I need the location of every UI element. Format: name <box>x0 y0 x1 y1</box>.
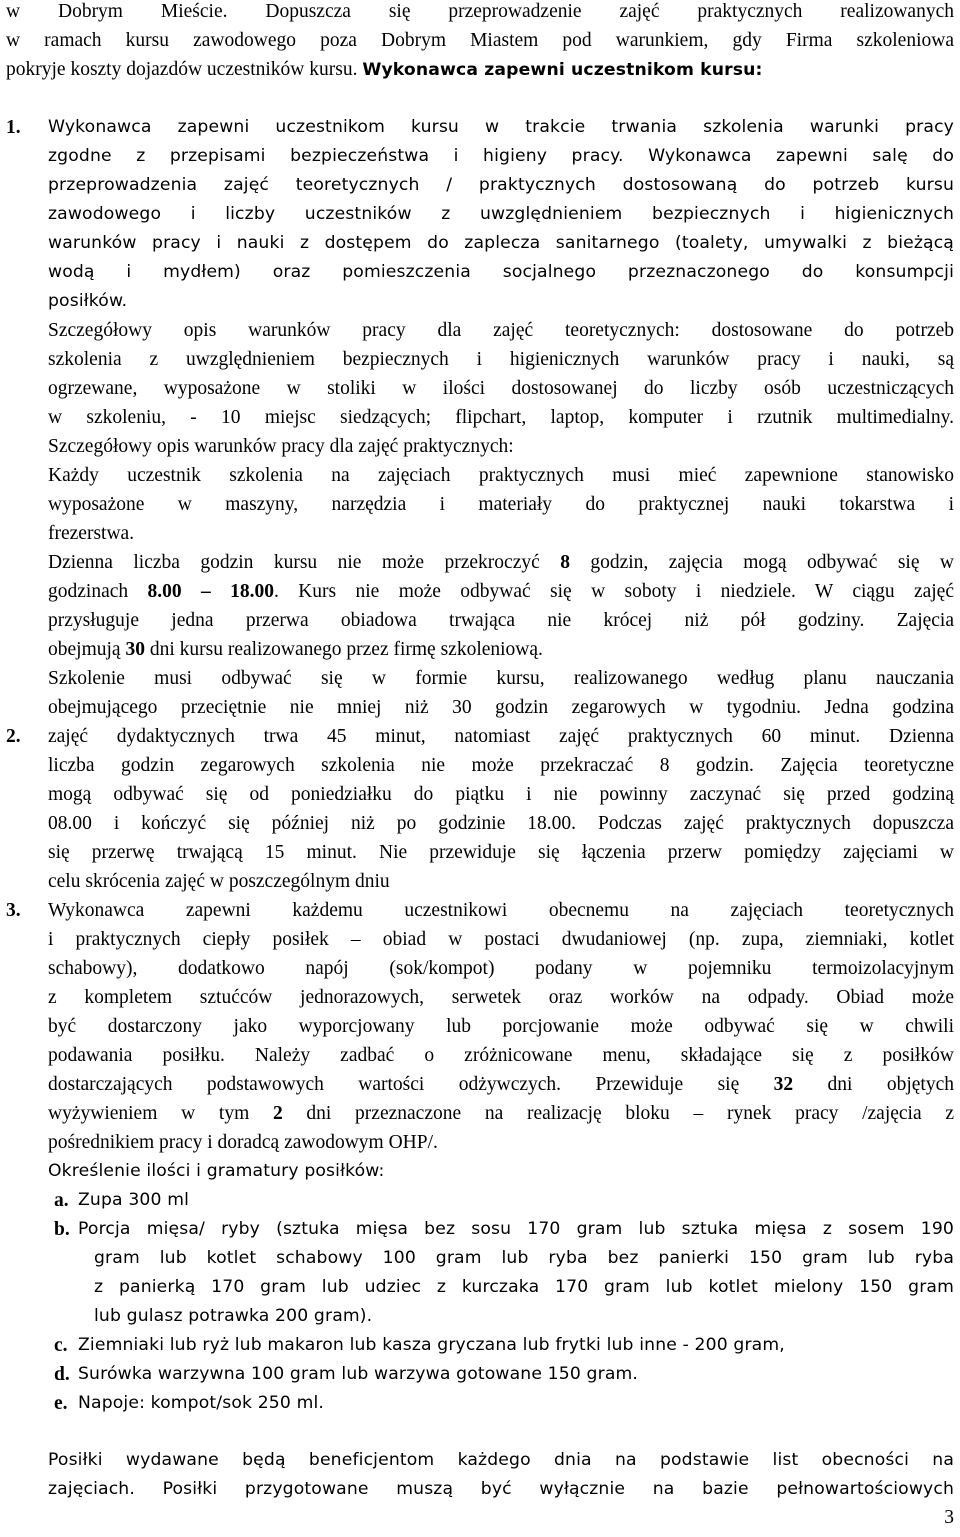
closing-paragraph <box>48 1446 954 1504</box>
section-1-line: przeprowadzenia zajęć teoretycznych / praktycznych dostosowaną do potrzeb kursu <box>48 175 954 195</box>
hours-line-1 <box>48 548 954 577</box>
plan-paragraph <box>48 664 954 896</box>
hours-line-3: przysługuje jedna przerwa obiadowa trwająca nie krócej niż pół godziny. Zajęcia <box>48 610 954 631</box>
plan-line: obejmującego przeciętnie nie mniej niż 30 godzin zegarowych w tygodniu. Jedna godzina <box>48 697 954 718</box>
list-item-d <box>78 1360 954 1389</box>
section-3-line <box>48 1099 954 1128</box>
hours-text: . Kurs nie może odbywać się w soboty i niedziele. W ciągu zajęć <box>273 581 954 602</box>
plan-line: mogą odbywać się od poniedziałku do piątku i nie powinny zaczynać się przed godziną <box>48 784 954 805</box>
list-item-e <box>78 1389 954 1418</box>
meal-days-total: 32 <box>773 1074 794 1095</box>
hours-max-value: 8 <box>560 552 570 573</box>
section-3-line: podawania posiłku. Należy zadbać o zróżnicowane menu, składające się z posiłków <box>48 1045 954 1066</box>
section-1-line: Wykonawca zapewni uczestnikom kursu w trakcie trwania szkolenia warunki pracy <box>48 117 954 137</box>
section-2-number: 2. <box>6 726 21 747</box>
section-3-text: wyżywieniem w tym <box>48 1103 273 1124</box>
portions-heading: Określenie ilości i gramatury posiłków: <box>48 1161 385 1181</box>
hours-paragraph <box>48 548 954 664</box>
section-1-number: 1. <box>6 117 21 138</box>
plan-line: celu skrócenia zajęć w poszczególnym dniu <box>48 871 390 892</box>
section-3-text: dni objętych <box>793 1074 954 1095</box>
section-3-body <box>48 896 954 1186</box>
hours-text: dni kursu realizowanego przez firmę szkoleniową. <box>144 639 543 660</box>
section-3-line: schabowy), dodatkowo napój (sok/kompot) podany w pojemniku termoizolacyjnym <box>48 958 954 979</box>
theory-conditions <box>48 316 954 548</box>
list-item-text: Surówka warzywna 100 gram lub warzywa gotowane 150 gram. <box>78 1364 639 1384</box>
list-item-text: lub gulasz potrawka 200 gram). <box>94 1306 373 1326</box>
hours-dash: – <box>181 581 231 602</box>
meal-days-block: 2 <box>272 1103 283 1124</box>
hours-text: Dzienna liczba godzin kursu nie może przekroczyć <box>48 552 561 573</box>
intro-line-2: w ramach kursu zawodowego poza Dobrym Miastem pod warunkiem, gdy Firma szkoleniowa <box>6 30 954 51</box>
plan-line: Szkolenie musi odbywać się w formie kursu, realizowanego według planu nauczania <box>48 668 954 689</box>
intro-line-1: w Dobrym Mieście. Dopuszcza się przeprowadzenie zajęć praktycznych realizowanych <box>6 1 954 22</box>
theory-line: w szkoleniu, - 10 miejsc siedzących; flipchart, laptop, komputer i rzutnik multimedialny. <box>48 407 954 428</box>
practice-heading: Szczegółowy opis warunków pracy dla zajęć praktycznych: <box>48 436 514 457</box>
section-3-line: i praktycznych ciepły posiłek – obiad w postaci dwudaniowej (np. zupa, ziemniaki, kotlet <box>48 929 954 950</box>
list-item-text: Ziemniaki lub ryż lub makaron lub kasza gryczana lub frytki lub inne - 200 gram, <box>78 1335 785 1355</box>
intro-bold-heading: Wykonawca zapewni uczestnikom kursu: <box>362 60 763 80</box>
plan-line: zajęć dydaktycznych trwa 45 minut, natomiast zajęć praktycznych 60 minut. Dzienna <box>48 726 954 747</box>
page-number: 3 <box>944 1507 954 1528</box>
section-3-line: być dostarczony jako wyporcjowany lub porcjowanie może odbywać się w chwili <box>48 1016 954 1037</box>
list-item-b <box>78 1215 954 1244</box>
intro-paragraph <box>6 0 954 85</box>
list-letter: c. <box>54 1335 68 1356</box>
list-item-text: Napoje: kompot/sok 250 ml. <box>78 1393 325 1413</box>
list-item-text: z panierką 170 gram lub udziec z kurczaka 170 gram lub kotlet mielony 150 gram <box>94 1277 954 1297</box>
hours-text: godzin, zajęcia mogą odbywać się w <box>569 552 954 573</box>
list-letter: a. <box>54 1190 69 1211</box>
section-1-line: posiłków. <box>48 291 128 311</box>
plan-line: liczba godzin zegarowych szkolenia nie może przekraczać 8 godzin. Zajęcia teoretyczne <box>48 755 954 776</box>
section-1-line: warunków pracy i nauki z dostępem do zaplecza sanitarnego (toalety, umywalki z bieżącą <box>48 233 954 253</box>
course-days-value: 30 <box>125 639 145 660</box>
hours-line-2 <box>48 577 954 606</box>
list-item-b-continued <box>94 1244 954 1331</box>
section-1-body <box>48 113 954 316</box>
section-1-line: wodą i mydłem) oraz pomieszczenia socjalnego przeznaczonego do konsumpcji <box>48 262 954 282</box>
practice-line: wyposażone w maszyny, narzędzia i materiały do praktycznej nauki tokarstwa i <box>48 494 954 515</box>
section-3-text: dostarczających podstawowych wartości odżywczych. Przewiduje się <box>48 1074 774 1095</box>
theory-line: ogrzewane, wyposażone w stoliki w ilości dostosowanej do liczby osób uczestniczących <box>48 378 954 399</box>
intro-line-3 <box>6 55 954 85</box>
section-3-text: dni przeznaczone na realizację bloku – rynek pracy /zajęcia z <box>282 1103 954 1124</box>
practice-line: frezerstwa. <box>48 523 135 544</box>
intro-line-3-text: pokryje koszty dojazdów uczestników kursu. <box>6 59 363 80</box>
hours-line-4 <box>48 635 954 664</box>
theory-line: Szczegółowy opis warunków pracy dla zajęć teoretycznych: dostosowane do potrzeb <box>48 320 954 341</box>
list-letter: e. <box>54 1393 68 1414</box>
list-item-text: gram lub kotlet schabowy 100 gram lub ryba bez panierki 150 gram lub ryba <box>94 1248 954 1268</box>
list-item-text: Porcja mięsa/ ryby (sztuka mięsa bez sosu 170 gram lub sztuka mięsa z sosem 190 <box>78 1219 954 1239</box>
list-item-c <box>78 1331 954 1360</box>
hours-to-value: 18.00 <box>230 581 274 602</box>
plan-line: 08.00 i kończyć się później niż po godzinie 18.00. Podczas zajęć praktycznych dopuszcza <box>48 813 954 834</box>
closing-line: zajęciach. Posiłki przygotowane muszą być wyłącznie na bazie pełnowartościowych <box>48 1479 954 1499</box>
hours-from-value: 8.00 <box>147 581 182 602</box>
closing-line: Posiłki wydawane będą beneficjentom każdego dnia na podstawie list obecności na <box>48 1450 954 1470</box>
section-3-line: Wykonawca zapewni każdemu uczestnikowi obecnemu na zajęciach teoretycznych <box>48 900 954 921</box>
section-3-line <box>48 1070 954 1099</box>
hours-text: godzinach <box>48 581 148 602</box>
list-item-text: Zupa 300 ml <box>78 1190 190 1210</box>
plan-line: się przerwę trwającą 15 minut. Nie przewiduje się łączenia przerw pomiędzy zajęciami w <box>48 842 954 863</box>
section-3-line: z kompletem sztućców jednorazowych, serwetek oraz worków na odpady. Obiad może <box>48 987 954 1008</box>
section-1-line: zgodne z przepisami bezpieczeństwa i higieny pracy. Wykonawca zapewni salę do <box>48 146 954 166</box>
practice-line: Każdy uczestnik szkolenia na zajęciach praktycznych musi mieć zapewnione stanowisko <box>48 465 954 486</box>
hours-text: obejmują <box>48 639 126 660</box>
list-letter: b. <box>54 1219 70 1240</box>
list-letter: d. <box>54 1364 70 1385</box>
section-3-line: pośrednikiem pracy i doradcą zawodowym OHP/. <box>48 1132 438 1153</box>
list-item-a <box>78 1186 954 1215</box>
section-3-number: 3. <box>6 900 21 921</box>
theory-line: szkolenia z uwzględnieniem bezpiecznych i higienicznych warunków pracy i nauki, są <box>48 349 954 370</box>
section-1-line: zawodowego i liczby uczestników z uwzględnieniem bezpiecznych i higienicznych <box>48 204 954 224</box>
